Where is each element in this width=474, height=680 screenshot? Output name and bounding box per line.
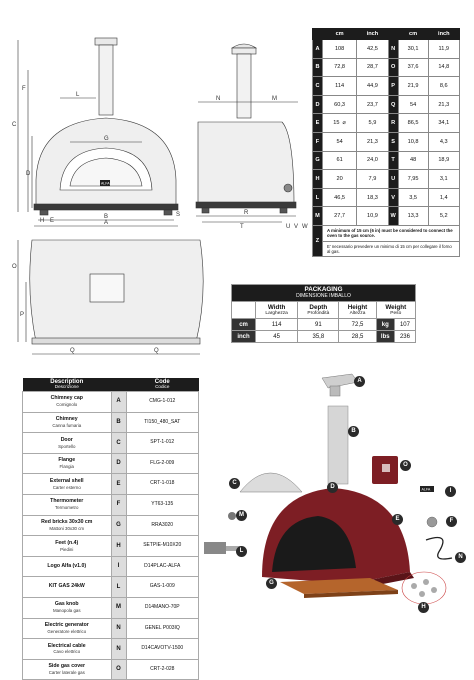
dimension-row: C 114 44,9 P 21,9 8,6 [313, 77, 460, 96]
chimney-part [328, 406, 348, 484]
callout-g: G [266, 578, 277, 589]
packaging-table: PACKAGING DIMENSIONE IMBALLO Width Larghezza Depth Profondità Height Altezza Weight Peso cm 114 91 72,5 kg 107 inch 45 35,8 28,5 lbs 236 [231, 284, 416, 343]
top-view-drawing [8, 232, 218, 372]
callout-i: I [445, 486, 456, 497]
part-code: D14PLAC-ALFA [126, 556, 199, 577]
part-name: Electric generator [44, 621, 89, 628]
part-row [23, 577, 199, 598]
part-name-it: Termometro [55, 505, 79, 511]
part-code: YT63-135 [126, 495, 199, 516]
part-name-it: Sportello [58, 443, 76, 449]
svg-text:T: T [240, 224, 244, 230]
part-key: C [111, 433, 126, 454]
dimension-row: L 46,5 18,3 V 3,5 1,4 [313, 188, 460, 207]
svg-text:F: F [22, 86, 26, 92]
part-name: Chimney cap [50, 395, 83, 402]
svg-text:U: U [286, 224, 291, 230]
front-view-drawing [8, 30, 198, 230]
electrical-cable-part [426, 538, 452, 559]
callout-a: A [354, 376, 365, 387]
svg-text:N: N [216, 96, 221, 102]
gas-knob-part [228, 512, 236, 520]
callout-m: M [236, 510, 247, 521]
part-code: SPT-1-012 [126, 433, 199, 454]
part-code: RRA3020 [126, 515, 199, 536]
part-name: Thermometer [50, 498, 84, 505]
note-key: Z [313, 225, 323, 256]
part-row [23, 556, 199, 577]
part-row [23, 412, 199, 433]
part-code: GENEL P003IQ [126, 618, 199, 639]
part-code: SETPIE-M10X20 [126, 536, 199, 557]
part-name: Side gas cover [48, 663, 86, 670]
part-code: GAS-1-009 [126, 577, 199, 598]
part-code: CMG-1-012 [126, 392, 199, 413]
part-row [23, 659, 199, 680]
svg-text:S: S [176, 212, 181, 218]
dimension-row: G 61 24,0 T 48 18,9 [313, 151, 460, 170]
part-key: O [111, 659, 126, 680]
part-name: External shell [49, 477, 84, 484]
part-row [23, 618, 199, 639]
part-name-it: Flangia [59, 464, 74, 470]
dimension-row: A 108 42,5 N 30,1 11,9 [313, 40, 460, 59]
part-name: Gas knob [54, 601, 79, 608]
part-key: B [111, 412, 126, 433]
svg-text:C: C [12, 122, 17, 128]
callout-o: O [400, 460, 411, 471]
part-key: L [111, 577, 126, 598]
part-row [23, 536, 199, 557]
part-name: KIT GAS 24kW [48, 583, 85, 590]
part-name: Feet (n.4) [55, 539, 79, 546]
part-name-it: Manopola gas [52, 608, 81, 614]
part-code: FLG-2-009 [126, 453, 199, 474]
part-row [23, 639, 199, 660]
thermometer-part [427, 517, 437, 527]
dimension-row: E 15 ⌀ 5,9 R 86,5 34,1 [313, 114, 460, 133]
part-name: Chimney [55, 415, 78, 422]
svg-text:E: E [50, 218, 55, 224]
part-name: Flange [58, 457, 76, 464]
svg-text:A: A [104, 220, 109, 226]
callout-l: L [236, 546, 247, 557]
callout-n: N [455, 552, 466, 563]
parts-table: Description Descrizione Code Codice Chimney cap Comignolo A CMG-1-012 Chimney Canna fumaria B TI150_480_SAT Door Sportello C SPT-1-012 Flange Flangia D FLG-2-009 External shell Carter esterno E CRT-1-018 Thermometer Termometro F YT63-135 Red bricks 30x30 cm Mattoni 30x30 cm G RRA3020 Feet (n.4) Piedini H SETPIE-M10X20 Logo Alfa (v1.0) I D14PLAC-ALFA KIT GAS 24kW L GAS-1-009 Gas knob Manopola gas M D14MANO-70P Electric generator Generatore elettrico N GENEL P003IQ Electrical cable Cavo elettrico N D14CAVOTV-1500 Side gas cover Carter laterale gas O CRT-2-028 [22, 378, 199, 680]
part-key: I [111, 556, 126, 577]
part-row [23, 453, 199, 474]
part-key: G [111, 515, 126, 536]
part-name-it: Carter laterale gas [48, 670, 85, 676]
part-key: E [111, 474, 126, 495]
part-name-it: Generatore elettrico [47, 628, 87, 634]
svg-text:Q: Q [154, 348, 159, 354]
part-name-it: Cavo elettrico [53, 649, 81, 655]
svg-text:B: B [104, 214, 109, 220]
part-name-it: Comignolo [56, 402, 78, 408]
callout-f: F [446, 516, 457, 527]
callout-d: D [327, 482, 338, 493]
packaging-row-inch: inch 45 35,8 28,5 lbs 236 [232, 331, 416, 343]
part-name-it: Canna fumaria [52, 422, 82, 428]
svg-text:M: M [272, 96, 277, 102]
part-name: Electrical cable [47, 642, 86, 649]
part-key: N [111, 618, 126, 639]
callout-h: H [418, 602, 429, 613]
svg-text:O: O [12, 264, 17, 270]
packaging-header: PACKAGING DIMENSIONE IMBALLO [232, 285, 416, 302]
part-key: H [111, 536, 126, 557]
callout-c: C [229, 478, 240, 489]
part-code: D14MANO-70P [126, 598, 199, 619]
dimensions-table: cm inch cm inch A 108 42,5 N 30,1 11,9 B 72,8 28,7 O 37,6 14,8 C 114 44,9 P 21,9 8,6 D 60,3 23,7 Q 54 21,3 E 15 ⌀ 5,9 R 86,5 34,1 F 54 21,3 S 10,8 4,3 G 61 24,0 T 48 18,9 H 20 7,9 U 7,95 3,1 L 46,5 18,3 V 3,5 1,4 M 27,7 10,9 W 13,3 5,2 Z A minimum of 15 cm (6 in) must be considered to connect the oven to the gas source. E' necessario prevedere un minimo di 15 cm per collegare il forno al gas. [312, 28, 460, 257]
part-name-it: Mattoni 30x30 cm [49, 525, 85, 531]
dimension-row: H 20 7,9 U 7,95 3,1 [313, 170, 460, 189]
dimension-row: F 54 21,3 S 10,8 4,3 [313, 132, 460, 151]
part-code: CRT-2-028 [126, 659, 199, 680]
part-name-it: Piedini [60, 546, 74, 552]
note-it: E' necessario prevedere un minimo di 15 cm per collegare il forno al gas. [323, 241, 460, 257]
note-en: A minimum of 15 cm (6 in) must be considered to connect the oven to the gas source. [323, 225, 460, 241]
diameter-symbol: ⌀ [342, 120, 346, 127]
badge-text: ALFA [101, 181, 110, 186]
callout-e: E [392, 514, 403, 525]
part-name: Logo Alfa (v1.0) [47, 562, 87, 569]
part-key: N [111, 639, 126, 660]
part-row [23, 474, 199, 495]
dimension-row: D 60,3 23,7 Q 54 21,3 [313, 95, 460, 114]
svg-text:Q: Q [70, 348, 75, 354]
svg-text:L: L [76, 92, 80, 98]
svg-text:D: D [26, 171, 31, 177]
part-key: D [111, 453, 126, 474]
part-name: Red bricks 30x30 cm [41, 518, 93, 525]
side-view-drawing [190, 40, 310, 230]
svg-text:V: V [294, 224, 299, 230]
dimension-row: M 27,7 10,9 W 13,3 5,2 [313, 207, 460, 226]
svg-text:P: P [20, 312, 25, 318]
door-part [240, 473, 302, 492]
dimension-row: B 72,8 28,7 O 37,6 14,8 [313, 58, 460, 77]
part-row [23, 495, 199, 516]
part-code: CRT-1-018 [126, 474, 199, 495]
part-name: Door [60, 436, 73, 443]
svg-text:W: W [302, 224, 308, 230]
svg-text:G: G [104, 136, 109, 142]
packaging-row-cm: cm 114 91 72,5 kg 107 [232, 319, 416, 331]
part-row [23, 433, 199, 454]
callout-b: B [348, 426, 359, 437]
chimney-cap-part [322, 374, 358, 396]
part-key: A [111, 392, 126, 413]
part-key: F [111, 495, 126, 516]
exploded-view [200, 372, 470, 642]
part-row [23, 598, 199, 619]
svg-text:H: H [40, 218, 45, 224]
feet-part [411, 579, 437, 597]
svg-text:ALFA: ALFA [421, 487, 431, 492]
part-row [23, 392, 199, 413]
part-row [23, 515, 199, 536]
part-code: D14CAVOTV-1500 [126, 639, 199, 660]
part-name-it: Carter esterno [52, 484, 81, 490]
svg-text:R: R [244, 210, 249, 216]
part-key: M [111, 598, 126, 619]
part-code: TI150_480_SAT [126, 412, 199, 433]
